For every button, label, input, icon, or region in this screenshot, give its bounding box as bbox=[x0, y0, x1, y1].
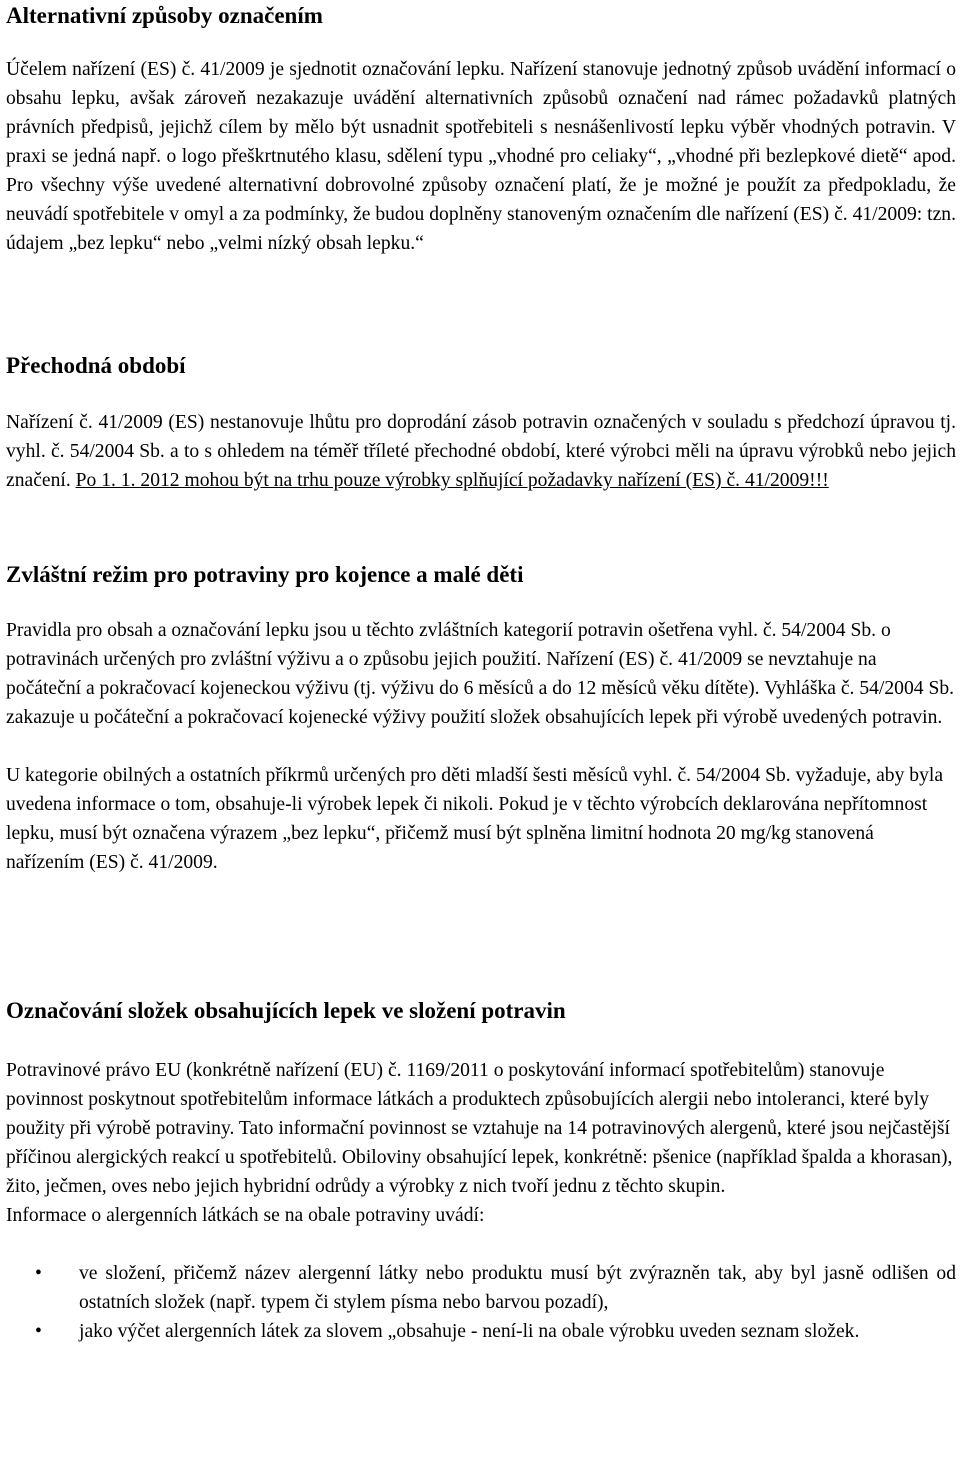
paragraph-allergen-info-intro: Informace o alergenních látkách se na obale potraviny uvádí: bbox=[6, 1205, 485, 1226]
paragraph-transition-periods bbox=[6, 408, 956, 495]
section-allergen-labeling-body bbox=[6, 1056, 956, 1346]
section-transition-periods bbox=[6, 352, 956, 380]
transition-deadline-underlined: Po 1. 1. 2012 mohou být na trhu pouze výrobky splňující požadavky nařízení (ES) č. 41/2009!!! bbox=[75, 470, 829, 491]
bullet-icon: • bbox=[35, 1321, 42, 1342]
paragraph-infant-food-rules: Pravidla pro obsah a označování lepku jsou u těchto zvláštních kategorií potravin ošetřena vyhl. č. 54/2004 Sb. o potravinách určených pro zvláštní výživu a o způsobu jejich použití. Nařízení (ES) č. 41/2009 se nevztahuje na počáteční a pokračovací kojeneckou výživu (tj. výživu do 6 měsíců a do 12 měsíců věku dítěte). Vyhláška č. 54/2004 Sb. zakazuje u počáteční a pokračovací kojenecké výživy použití složek obsahujících lepek při výrobě uvedených potravin. bbox=[6, 620, 955, 728]
section-alternative-labeling bbox=[6, 2, 956, 30]
list-item-text: jako výčet alergenních látek za slovem „obsahuje - není-li na obale výrobku uveden seznam složek. bbox=[79, 1321, 860, 1342]
paragraph-eu-food-law: Potravinové právo EU (konkrétně nařízení (EU) č. 1169/2011 o poskytování informací spotřebitelům) stanovuje povinnost poskytnout spotřebitelům informace látkách a produktech způsobujících alergii nebo intoleranci, které byly použity při výrobě potraviny. Tato informační povinnost se vztahuje na 14 potravinových alergenů, které jsou nejčastější příčinou alergických reakcí u spotřebitelů. Obiloviny obsahující lepek, konkrétně: pšenice (například špalda a khorasan), žito, ječmen, oves nebo jejich hybridní odrůdy a výrobky z nich tvoří jednu z těchto skupin. bbox=[6, 1060, 953, 1197]
heading-infant-food: Zvláštní režim pro potraviny pro kojence a malé děti bbox=[6, 562, 524, 587]
paragraph-alternative-labeling: Účelem nařízení (ES) č. 41/2009 je sjednotit označování lepku. Nařízení stanovuje jednotný způsob uvádění informací o obsahu lepku, avšak zároveň nezakazuje uvádění alternativních způsobů označení nad rámec požadavků platných právních předpisů, jejichž cílem by mělo být usnadnit spotřebiteli s nesnášenlivostí lepku výběr vhodných potravin. V praxi se jedná např. o logo přeškrtnutého klasu, sdělení typu „vhodné pro celiaky“, „vhodné při bezlepkové dietě“ apod. Pro všechny výše uvedené alternativní dobrovolné způsoby označení platí, že je možné je použít za předpokladu, že neuvádí spotřebitele v omyl a za podmínky, že budou doplněny stanoveným označením dle nařízení (ES) č. 41/2009: tzn. údajem „bez lepku“ nebo „velmi nízký obsah lepku.“ bbox=[6, 59, 956, 254]
section-alternative-labeling-body bbox=[6, 55, 956, 258]
allergen-bullet-list bbox=[6, 1259, 956, 1346]
heading-allergen-labeling: Označování složek obsahujících lepek ve složení potravin bbox=[6, 998, 566, 1023]
list-item-text: ve složení, přičemž název alergenní látky nebo produktu musí být zvýrazněn tak, aby byl jasně odlišen od ostatních složek (např. typem či stylem písma nebo barvou pozadí), bbox=[79, 1263, 956, 1313]
section-infant-food-body bbox=[6, 616, 956, 877]
list-item bbox=[6, 1317, 956, 1346]
bullet-icon: • bbox=[35, 1263, 42, 1284]
heading-transition-periods: Přechodná období bbox=[6, 353, 186, 378]
section-transition-periods-body bbox=[6, 408, 956, 495]
paragraph-infant-cereals: U kategorie obilných a ostatních příkrmů určených pro děti mladší šesti měsíců vyhl. č. 54/2004 Sb. vyžaduje, aby byla uvedena informace o tom, obsahuje-li výrobek lepek či nikoli. Pokud je v těchto výrobcích deklarována nepřítomnost lepku, musí být označena výrazem „bez lepku“, přičemž musí být splněna limitní hodnota 20 mg/kg stanovená nařízením (ES) č. 41/2009. bbox=[6, 765, 944, 873]
section-infant-food bbox=[6, 561, 956, 589]
list-item bbox=[6, 1259, 956, 1317]
section-allergen-labeling bbox=[6, 997, 956, 1025]
heading-alternative-labeling: Alternativní způsoby označením bbox=[6, 3, 323, 28]
transition-text: Nařízení č. 41/2009 (ES) nestanovuje lhůtu pro doprodání zásob potravin označených v souladu s předchozí úpravou tj. vyhl. č. 54/2004 Sb. a to s ohledem na téměř tříleté přechodné období, které výrobci měli na úpravu výrobků nebo jejich značení. bbox=[6, 412, 956, 491]
